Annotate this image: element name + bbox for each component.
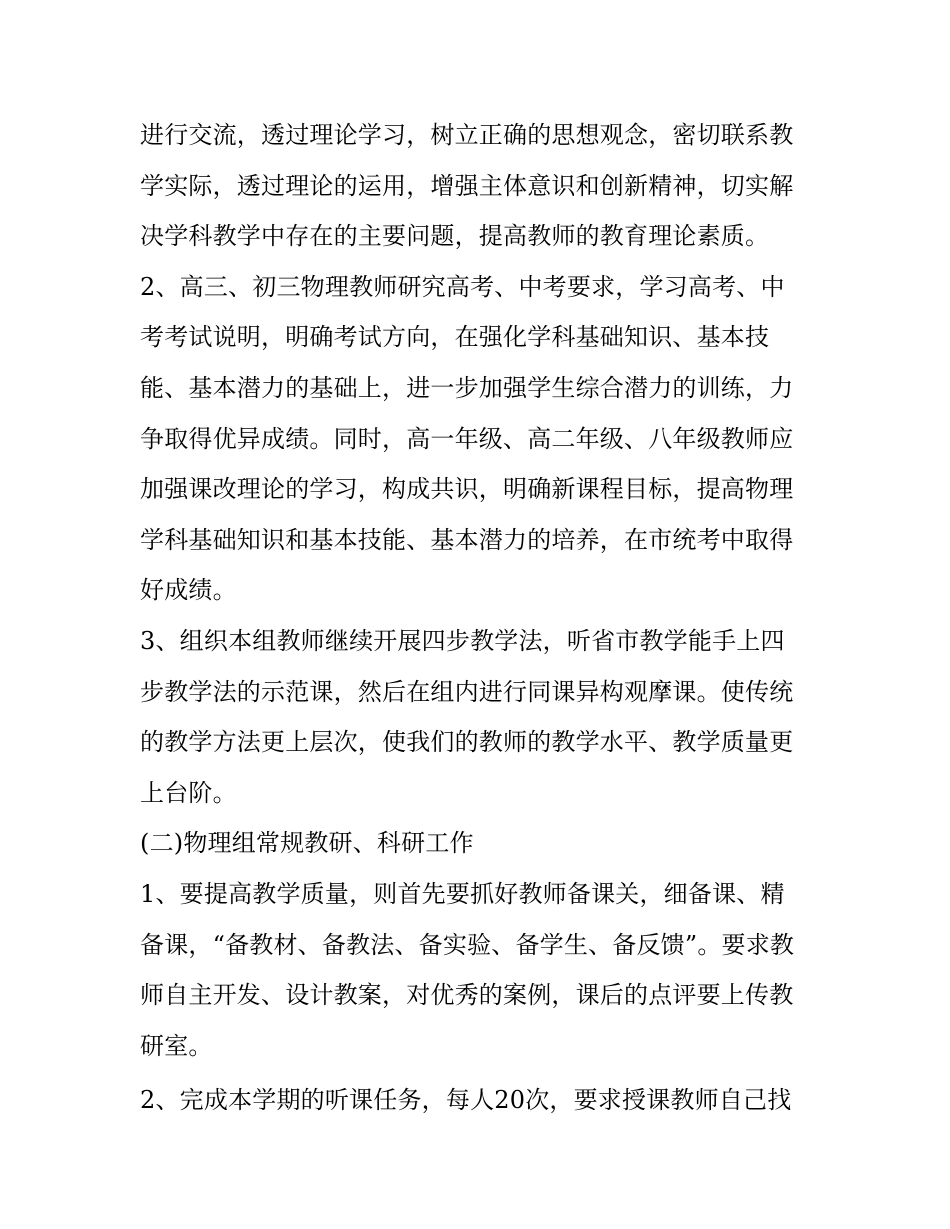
text-line: 决学科教学中存在的主要问题，提高教师的教育理论素质。 <box>140 222 770 251</box>
text-line: 3、组织本组教师继续开展四步教学法，听省市教学能手上四 <box>140 626 785 655</box>
text-line: 师自主开发、设计教案，对优秀的案例，课后的点评要上传教 <box>140 981 794 1010</box>
document-body <box>140 110 830 1126</box>
text-line: 能、基本潜力的基础上，进一步加强学生综合潜力的训练，力 <box>140 373 794 402</box>
text-line: 2、完成本学期的听课任务，每人20次，要求授课教师自己找 <box>140 1086 792 1115</box>
text-line: 进行交流，透过理论学习，树立正确的思想观念，密切联系教 <box>140 121 794 149</box>
text-line: 考考试说明，明确考试方向，在强化学科基础知识、基本技 <box>140 323 770 352</box>
text-line: 好成绩。 <box>140 576 237 605</box>
text-line: 学实际，透过理论的运用，增强主体意识和创新精神，切实解 <box>140 171 794 200</box>
text-line: 2、高三、初三物理教师研究高考、中考要求，学习高考、中 <box>140 272 785 301</box>
text-line: 备课，“备教材、备教法、备实验、备学生、备反馈”。要求教 <box>140 930 795 959</box>
text-line: 争取得优异成绩。同时，高一年级、高二年级、八年级教师应 <box>140 424 794 453</box>
section-heading: (二)物理组常规教研、科研工作 <box>140 829 474 858</box>
text-line: 研室。 <box>140 1031 213 1060</box>
text-line: 1、要提高教学质量，则首先要抓好教师备课关，细备课、精 <box>140 879 785 908</box>
text-line: 学科基础知识和基本技能、基本潜力的培养，在市统考中取得 <box>140 525 794 554</box>
text-line: 加强课改理论的学习，构成共识，明确新课程目标，提高物理 <box>140 475 794 504</box>
text-line: 的教学方法更上层次，使我们的教师的教学水平、教学质量更 <box>140 728 794 757</box>
text-line: 步教学法的示范课，然后在组内进行同课异构观摩课。使传统 <box>140 677 794 706</box>
text-line: 上台阶。 <box>140 778 237 807</box>
